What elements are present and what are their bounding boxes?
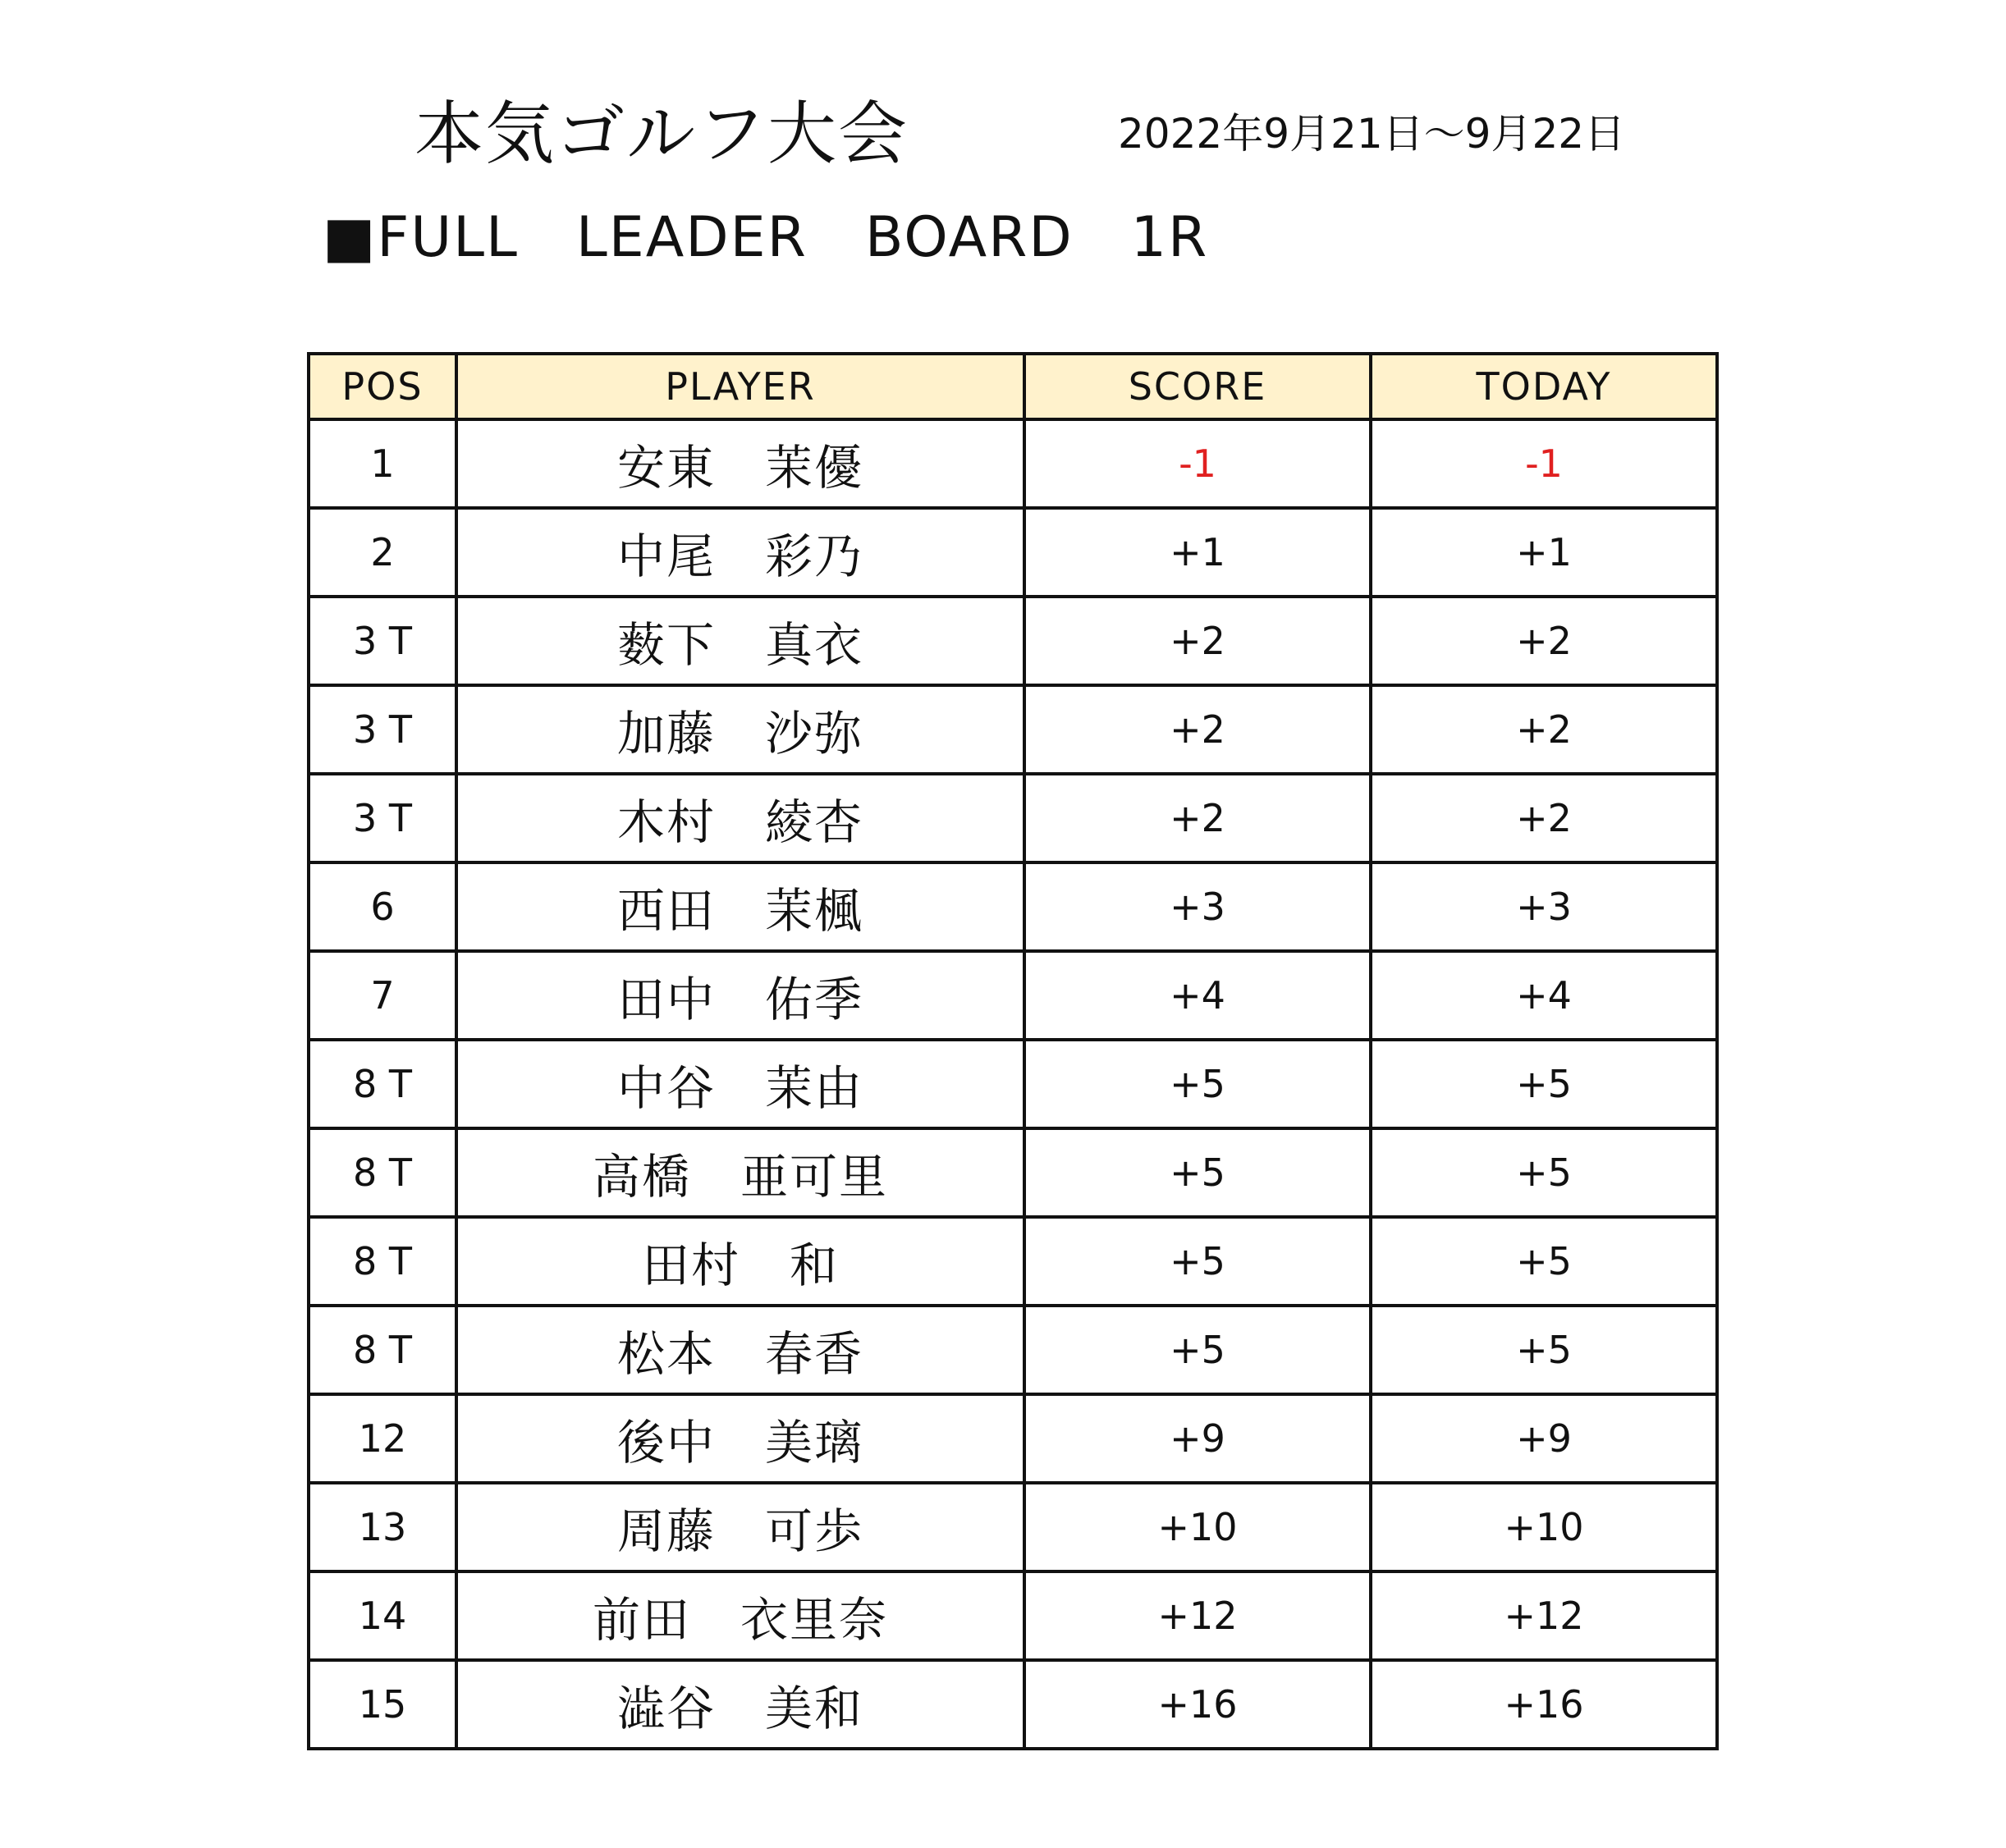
player-cell: 中谷 茉由 bbox=[456, 1040, 1024, 1128]
table-row bbox=[309, 508, 1717, 597]
table-row bbox=[309, 1040, 1717, 1128]
leaderboard-header bbox=[309, 354, 1717, 419]
table-row bbox=[309, 774, 1717, 862]
pos-cell: 1 bbox=[309, 419, 456, 508]
player-cell: 中尾 彩乃 bbox=[456, 508, 1024, 597]
score-cell: +2 bbox=[1024, 774, 1371, 862]
table-row bbox=[309, 1306, 1717, 1394]
pos-cell: 3 T bbox=[309, 774, 456, 862]
pos-cell: 3 T bbox=[309, 597, 456, 685]
leaderboard-body bbox=[309, 419, 1717, 1749]
today-cell: +5 bbox=[1371, 1217, 1717, 1306]
table-row bbox=[309, 1128, 1717, 1217]
today-cell: +16 bbox=[1371, 1660, 1717, 1749]
pos-cell: 8 T bbox=[309, 1128, 456, 1217]
pos-cell: 15 bbox=[309, 1660, 456, 1749]
pos-cell: 3 T bbox=[309, 685, 456, 774]
today-cell: +12 bbox=[1371, 1571, 1717, 1660]
today-cell: +4 bbox=[1371, 951, 1717, 1040]
score-cell: +5 bbox=[1024, 1128, 1371, 1217]
pos-cell: 6 bbox=[309, 862, 456, 951]
score-cell: +5 bbox=[1024, 1217, 1371, 1306]
player-cell: 澁谷 美和 bbox=[456, 1660, 1024, 1749]
score-cell: +1 bbox=[1024, 508, 1371, 597]
header-row bbox=[309, 354, 1717, 419]
player-cell: 西田 茉楓 bbox=[456, 862, 1024, 951]
player-cell: 薮下 真衣 bbox=[456, 597, 1024, 685]
today-cell: +9 bbox=[1371, 1394, 1717, 1483]
score-cell: +12 bbox=[1024, 1571, 1371, 1660]
pos-cell: 2 bbox=[309, 508, 456, 597]
player-cell: 安東 茉優 bbox=[456, 419, 1024, 508]
table-row bbox=[309, 1483, 1717, 1571]
pos-cell: 8 T bbox=[309, 1306, 456, 1394]
column-header-today: TODAY bbox=[1371, 354, 1717, 419]
pos-cell: 8 T bbox=[309, 1040, 456, 1128]
player-cell: 田中 佑季 bbox=[456, 951, 1024, 1040]
today-cell: +1 bbox=[1371, 508, 1717, 597]
score-cell: +5 bbox=[1024, 1306, 1371, 1394]
pos-cell: 7 bbox=[309, 951, 456, 1040]
column-header-pos: POS bbox=[309, 354, 456, 419]
player-cell: 周藤 可歩 bbox=[456, 1483, 1024, 1571]
score-cell: +2 bbox=[1024, 597, 1371, 685]
today-cell: +3 bbox=[1371, 862, 1717, 951]
page-title: 本気ゴルフ大会 bbox=[414, 94, 909, 174]
score-cell: +5 bbox=[1024, 1040, 1371, 1128]
score-cell: +2 bbox=[1024, 685, 1371, 774]
player-cell: 後中 美璃 bbox=[456, 1394, 1024, 1483]
player-cell: 田村 和 bbox=[456, 1217, 1024, 1306]
column-header-player: PLAYER bbox=[456, 354, 1024, 419]
today-cell: +5 bbox=[1371, 1040, 1717, 1128]
table-row bbox=[309, 1217, 1717, 1306]
leaderboard-table bbox=[307, 352, 1719, 1750]
pos-cell: 13 bbox=[309, 1483, 456, 1571]
player-cell: 高橋 亜可里 bbox=[456, 1128, 1024, 1217]
today-cell: +10 bbox=[1371, 1483, 1717, 1571]
board-subtitle: ■FULL LEADER BOARD 1R bbox=[323, 205, 1209, 270]
score-cell: +10 bbox=[1024, 1483, 1371, 1571]
event-date: 2022年9月21日～9月22日 bbox=[1118, 110, 1626, 158]
player-cell: 加藤 沙弥 bbox=[456, 685, 1024, 774]
pos-cell: 14 bbox=[309, 1571, 456, 1660]
today-cell: +2 bbox=[1371, 774, 1717, 862]
pos-cell: 12 bbox=[309, 1394, 456, 1483]
table-row bbox=[309, 685, 1717, 774]
player-cell: 松本 春香 bbox=[456, 1306, 1024, 1394]
player-cell: 前田 衣里奈 bbox=[456, 1571, 1024, 1660]
player-cell: 木村 綾杏 bbox=[456, 774, 1024, 862]
score-cell: +16 bbox=[1024, 1660, 1371, 1749]
table-row bbox=[309, 597, 1717, 685]
table-row bbox=[309, 1660, 1717, 1749]
table-row bbox=[309, 1571, 1717, 1660]
table-row bbox=[309, 951, 1717, 1040]
score-cell: +3 bbox=[1024, 862, 1371, 951]
column-header-score: SCORE bbox=[1024, 354, 1371, 419]
today-cell: +5 bbox=[1371, 1128, 1717, 1217]
score-cell: +4 bbox=[1024, 951, 1371, 1040]
score-cell: -1 bbox=[1024, 419, 1371, 508]
table-row bbox=[309, 1394, 1717, 1483]
today-cell: +2 bbox=[1371, 685, 1717, 774]
pos-cell: 8 T bbox=[309, 1217, 456, 1306]
today-cell: +2 bbox=[1371, 597, 1717, 685]
score-cell: +9 bbox=[1024, 1394, 1371, 1483]
today-cell: +5 bbox=[1371, 1306, 1717, 1394]
table-row bbox=[309, 862, 1717, 951]
today-cell: -1 bbox=[1371, 419, 1717, 508]
table-row bbox=[309, 419, 1717, 508]
